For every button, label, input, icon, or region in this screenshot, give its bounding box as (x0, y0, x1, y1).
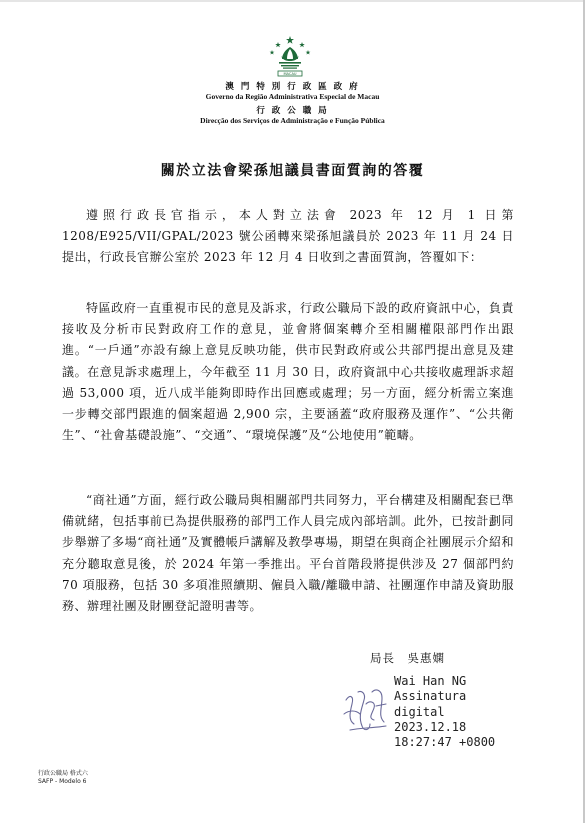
page-edge-top (0, 0, 585, 2)
footer-form-cn: 行政公職局 格式六 (38, 770, 88, 777)
signature-label: Assinatura (394, 689, 467, 704)
signature-time: 18:27:47 +0800 (394, 735, 496, 750)
body-paragraph-1 (62, 205, 514, 269)
form-footer (38, 770, 88, 786)
signer-name: 局長 吳惠嫻 (370, 651, 445, 665)
header-department-cn: 行 政 公 職 局 (256, 106, 329, 116)
body-paragraph-2 (62, 298, 514, 446)
header-government-pt: Governo da Região Administrativa Especial de Macau (205, 92, 380, 101)
body-paragraph-3 (62, 490, 514, 617)
document-title: 關於立法會梁孫旭議員書面質詢的答覆 (160, 163, 425, 179)
signature-name: Wai Han NG (394, 674, 467, 688)
header-government-cn: 澳 門 特 別 行 政 區 政 府 (225, 82, 360, 92)
header-department-pt: Direcção dos Serviços de Administração e Função Pública (200, 116, 385, 125)
paragraph-text: 遵照行政長官指示，本人對立法會 2023 年 12 月 1 日第 1208/E925/VII/GPAL/2023 號公函轉來梁孫旭議員於 2023 年 11 月 24 日提出，行政長官辦公室於 2023 年 12 月 4 日收到之書面質詢，答覆如下： (62, 208, 514, 265)
paragraph-text: 特區政府一直重視市民的意見及訴求，行政公職局下設的政府資訊中心，負責接收及分析市民對政府工作的意見，並會將個案轉介至相關權限部門作出跟進。“一戶通”亦設有線上意見反映功能，供市民對政府或公共部門提出意見及建議。在意見訴求處理上，今年截至 11 月 30 日，政府資訊中心共接收處理訴求超過 53,000 項，近八成半能夠即時作出回應或處理；另一方面，經分析需立案進一步轉交部門跟進的個案超過 2,900 宗，主要涵蓋“政府服務及運作”、“公共衛生”、“社會基礎設施”、“交通”、“環境保護”及“公地使用”範疇。 (62, 301, 514, 443)
macau-emblem-icon (267, 34, 313, 78)
handwritten-signature (340, 680, 392, 738)
digital-signature-block (394, 674, 495, 750)
paragraph-text: “商社通”方面，經行政公職局與相關部門共同努力，平台構建及相關配套已準備就緒，包括事前已為提供服務的部門工作人員完成內部培訓。此外，已按計劃同步舉辦了多場“商社通”及實體帳戶講解及教學專場，期望在與商企社團展示介紹和充分聽取意見後，於 2024 年第一季推出。平台首階段將提供涉及 27 個部門約 70 項服務，包括 30 多項准照續期、僱員入職/離職申請、社團運作申請及資助服務、辦理社團及財團登記證明書等。 (62, 493, 514, 614)
emblem-text: MACAU (283, 72, 297, 76)
signature-label-2: digital (394, 704, 445, 719)
footer-form-pt: SAFP - Modelo 6 (38, 778, 87, 785)
signature-date: 2023.12.18 (394, 719, 467, 734)
